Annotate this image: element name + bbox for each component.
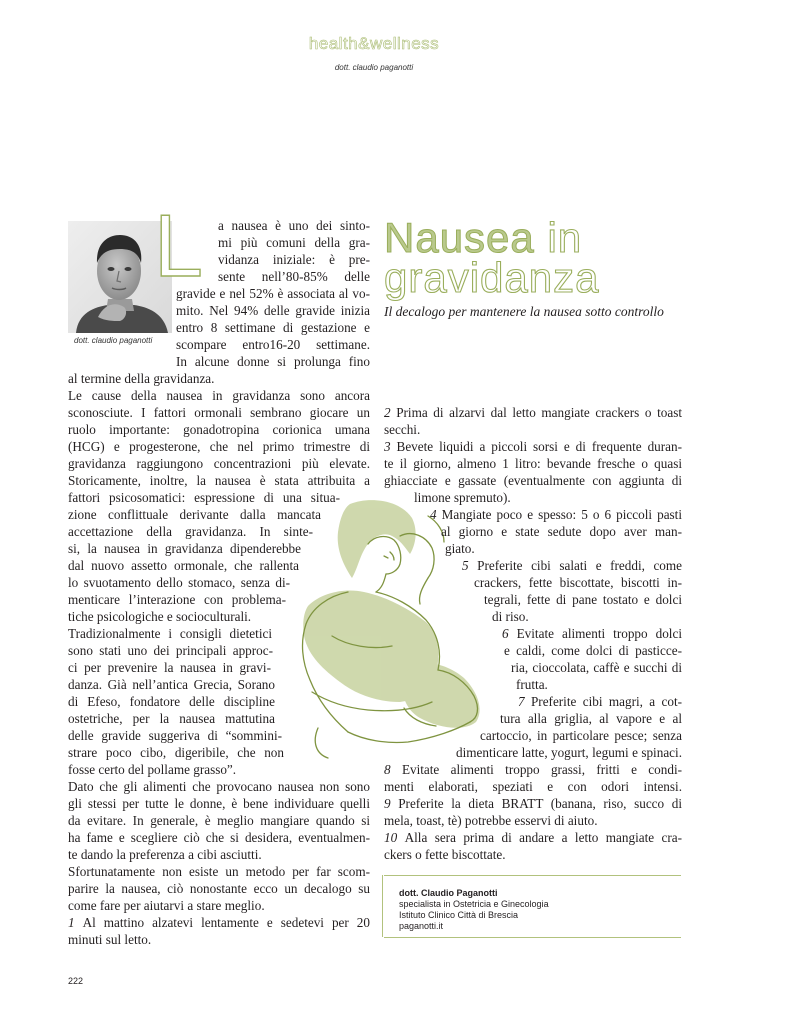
left-text-line: mi più comuni della gra- [218,235,370,250]
bio-name: dott. Claudio Paganotti [399,888,498,898]
tip-number: 10 [384,830,405,845]
tip-line [384,795,682,812]
tip-text: Evitate alimenti troppo dolci [516,626,682,641]
left-text-line: sente nell’80-85% delle [218,269,370,284]
tip-line [502,625,682,642]
tip-text: cartoccio, in particolare pesce; senza [480,728,682,743]
tip-line [480,727,682,744]
tip-text: e caldi, come dolci di pasticce- [504,643,682,658]
tip-text: tura alla griglia, al vapore e al [500,711,682,726]
tip-text: Preferite la dieta BRATT (banana, riso, succo di [398,796,682,811]
left-text-line: parire la nausea, ciò nonostante ecco un decalogo su [68,881,370,896]
tip-text: Alla sera prima di andare a letto mangiate cra- [404,830,682,845]
left-text-line: Sfortunatamente non esiste un metodo per far scom- [68,864,370,879]
bio-institute: Istituto Clinico Città di Brescia [399,910,519,920]
left-text-line: gravidanza raggiungono concentrazioni più elevate. [68,456,370,471]
left-text-line: strare poco cibo, digeribile, che non [68,745,284,760]
drop-cap-letter: L [154,210,203,278]
bio-box-top-rule [384,875,681,876]
left-text-line: ostetriche, per la nausea mattutina [68,711,275,726]
article-title-line-2: gravidanza [384,254,600,301]
tip-text: dimenticare latte, yogurt, legumi e spinaci. [456,745,682,760]
tip-line [504,642,682,659]
tip-line [384,761,682,778]
left-text-line: ruolo importante: gonadotropina corionica umana [68,422,370,437]
tip-line [500,710,682,727]
tip-line [474,574,682,591]
left-text-line: Tradizionalmente i consigli dietetici [68,626,272,641]
drop-cap [152,210,216,278]
left-text-line: gravide e nel 52% è associata al vo- [176,286,370,301]
title-word-nausea: Nausea [384,214,535,261]
left-text-line: menticare l’interazione con problema- [68,592,286,607]
left-text-line: In alcune donne si prolunga fino [176,354,370,369]
left-text-line: mito. Nel 94% delle gravide inizia [176,303,370,318]
left-text-line: ha fame e scegliere ciò che si desidera, eventualmen- [68,830,370,845]
tip-line [430,506,682,523]
left-text-line: ci per prevenire la nausea in gravi- [68,660,271,675]
tip-text: ghiacciate e gassate (eventualmente con aggiunta di [384,473,682,488]
title-word-in: in [547,214,583,261]
tip-line [384,438,682,455]
tip-text: tegrali, fette di pane tostato e dolci [484,592,682,607]
tip-line [441,523,682,540]
left-text-line: dal nuovo assetto ormonale, che rallenta [68,558,299,573]
article-subtitle: Il decalogo per mantenere la nausea sotto controllo [384,304,664,319]
left-text-line: tiche psicologiche e socioculturali. [68,609,252,624]
tip-text: menti elaborati, speziati e con odori intensi. [384,779,682,794]
tip-number: 3 [384,439,397,454]
left-text-line: da evitare. In generale, è meglio mangiare quando si [68,813,370,828]
tip-number: 2 [384,405,397,420]
left-text-line: gli stessi per tutte le donne, è bene individuare quelli [68,796,370,811]
tip-line [384,455,682,472]
tip-line [518,693,682,710]
left-text-line: vidanza iniziale: è pre- [218,252,370,267]
left-text-line: (HCG) e progesterone, che nel primo trimestre di [68,439,370,454]
left-text-line: fosse certo del pollame grasso”. [68,762,237,777]
author-bio [399,888,549,932]
tip-number: 9 [384,796,399,811]
tip-line [384,472,682,489]
tip-number: 7 [518,694,531,709]
bio-website: paganotti.it [399,921,444,931]
tip-number: 6 [502,626,517,641]
tip-line [445,540,475,557]
left-text-line: sconosciute. I fattori ormonali sembrano giocare un [68,405,370,420]
tip-text: ckers o fette biscottate. [384,847,506,862]
left-text-line: danza. Già nell’antica Grecia, Sorano [68,677,275,692]
portrait-caption: dott. claudio paganotti [74,336,153,345]
tip-text: Mangiate poco e spesso: 5 o 6 piccoli pasti [441,507,683,522]
tip-line [384,829,682,846]
tip-number: 8 [384,762,402,777]
tip-line [484,591,682,608]
left-text-line: di Efeso, fondatore delle discipline [68,694,275,709]
tip-number: 5 [462,558,478,573]
left-text-line: lo svuotamento dello stomaco, senza di- [68,575,290,590]
tip-line [492,608,529,625]
tip-text: mela, toast, tè) potrebbe esservi di aiuto. [384,813,598,828]
tip-line [456,744,682,761]
tip-text: Preferite cibi magri, a cot- [530,694,683,709]
article-title-line-1 [384,214,583,261]
left-text-line: entro 8 settimane di gestazione e [176,320,370,335]
tip-text: Bevete liquidi a piccoli sorsi e di frequente duran- [396,439,682,454]
left-text-line: Dato che gli alimenti che provocano nausea non sono [68,779,370,794]
left-text-line: come fare per aiutarvi a stare meglio. [68,898,265,913]
tip-text: frutta. [516,677,548,692]
tip-text: al giorno e state sedute dopo aver man- [441,524,682,539]
left-text-line: Storicamente, inoltre, la nausea è stata attribuita a [68,473,370,488]
bio-box-bottom-rule [384,937,681,938]
page-number: 222 [68,976,84,986]
tip-text: limone spremuto). [414,490,511,505]
tip-line [414,489,511,506]
bio-role: specialista in Ostetricia e Ginecologia [399,899,549,909]
left-text-line: sono stati uno dei principali approc- [68,643,273,658]
list-number: 1 [68,915,83,930]
tip-line [462,557,682,574]
left-text-line: si, la nausea in gravidanza dipenderebbe [68,541,301,556]
tip-text: te il giorno, almeno 1 litro: bevande fresche o quasi [384,456,682,471]
tip-number: 4 [430,507,442,522]
tip-text: Prima di alzarvi dal letto mangiate crackers o toast [396,405,683,420]
tip-line [384,421,420,438]
tip-text: ria, cioccolata, caffè e succhi di [511,660,682,675]
tip-text: Preferite cibi salati e freddi, come [477,558,683,573]
left-text-line: minuti sul letto. [68,932,152,947]
tip-text: Evitate alimenti troppo grassi, fritti e condi- [401,762,682,777]
left-text-line: scompare entro16-20 settimane. [176,337,370,352]
section-title: health&wellness [308,34,440,53]
tip-line [516,676,548,693]
left-text-line: al termine della gravidanza. [68,371,215,386]
left-text-line: zione conflittuale derivante dalla mancata [68,507,321,522]
left-text-line: te dando la preferenza a cibi asciutti. [68,847,262,862]
left-text-line: fattori psicosomatici: espressione di una situa- [68,490,340,505]
left-text-line: delle gravide suggeriva di “sommini- [68,728,282,743]
tip-text: di riso. [492,609,529,624]
tip-line [384,846,506,863]
left-text-line: a nausea è uno dei sinto- [218,218,370,233]
tip-line [511,659,682,676]
bio-box-left-rule [382,875,383,937]
tip-line [384,778,682,795]
tip-text: giato. [445,541,475,556]
left-text-line: accettazione della gravidanza. In sinte- [68,524,313,539]
header-author: dott. claudio paganotti [334,63,414,72]
left-text-line: Le cause della nausea in gravidanza sono ancora [68,388,370,403]
tip-line [384,812,598,829]
tip-text: crackers, fette biscottate, biscotti in- [474,575,682,590]
tip-line [384,404,682,421]
left-text-line: 1 Al mattino alzatevi lentamente e sedetevi per 20 [68,915,370,930]
tip-text: secchi. [384,422,421,437]
